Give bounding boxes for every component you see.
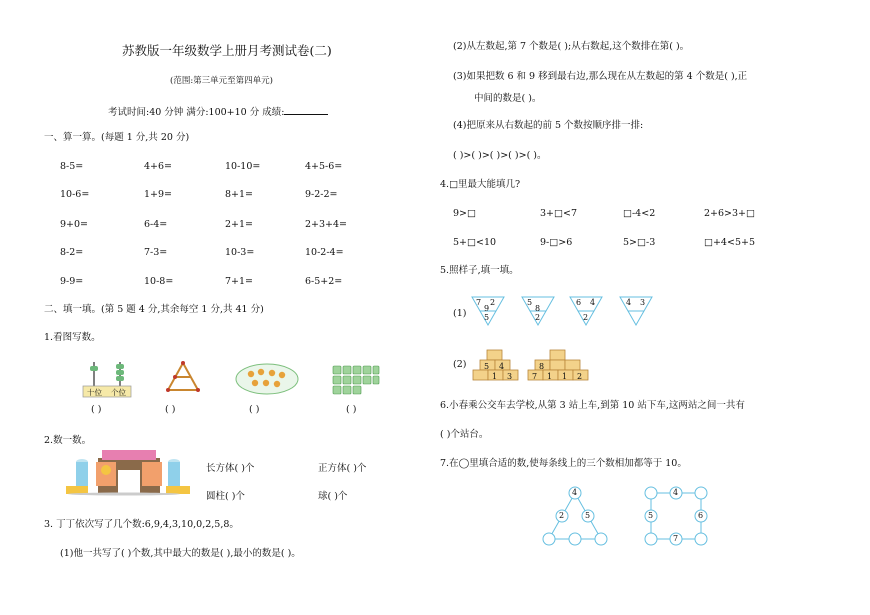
tri-number: 2 xyxy=(583,313,589,322)
q4-item: 5>□-3 xyxy=(623,237,656,248)
pyr-number: 5 xyxy=(484,362,490,371)
ducks-picture xyxy=(235,362,299,396)
calc-item: 9-2-2= xyxy=(305,189,338,200)
q1-blank-1[interactable]: ( ) xyxy=(91,404,102,415)
pyr-number: 2 xyxy=(577,372,583,381)
abacus-tens-label: 十位 xyxy=(87,388,102,397)
q4-item: 9>□ xyxy=(453,208,476,219)
section2-heading: 二、填一填。(第 5 题 4 分,其余每空 1 分,共 41 分) xyxy=(44,304,264,315)
q6-text2[interactable]: ( )个站台。 xyxy=(440,429,489,440)
q4-item: □+4<5+5 xyxy=(704,237,755,248)
calc-item: 1+9= xyxy=(144,189,173,200)
q3-sub4: (4)把原来从右数起的前 5 个数按顺序排一排: xyxy=(453,120,644,131)
q2-label: 2.数一数。 xyxy=(44,435,92,446)
tri-number: 8 xyxy=(535,304,541,313)
q3-sub3b: 中间的数是( )。 xyxy=(474,93,542,104)
blocks-picture xyxy=(66,448,192,496)
tri-number: 5 xyxy=(484,313,490,322)
calc-item: 7+1= xyxy=(225,276,254,287)
tri-number: 2 xyxy=(535,313,541,322)
calc-item: 8+1= xyxy=(225,189,254,200)
tri-number: 3 xyxy=(640,298,646,307)
q7-sq-bottom: 7 xyxy=(673,534,679,543)
q6-text: 6.小春乘公交车去学校,从第 3 站上车,到第 10 站下车,这两站之间一共有 xyxy=(440,400,745,411)
calc-item: 7-3= xyxy=(144,247,168,258)
calc-item: 6-4= xyxy=(144,219,168,230)
q4-item: 3+□<7 xyxy=(540,208,577,219)
pyr-number: 4 xyxy=(499,362,505,371)
tri-number: 2 xyxy=(490,298,496,307)
q5-part2: (2) xyxy=(453,359,467,370)
q4-item: 9-□>6 xyxy=(540,237,573,248)
pyr-number: 8 xyxy=(539,362,545,371)
q3-sub1: (1)他一共写了( )个数,其中最大的数是( ),最小的数是( )。 xyxy=(60,548,301,559)
q7-text: 7.在◯里填合适的数,使每条线上的三个数相加都等于 10。 xyxy=(440,458,687,469)
calc-item: 9-9= xyxy=(60,276,84,287)
scope-note: (范围:第三单元至第四单元) xyxy=(170,76,273,86)
q1-label: 1.看图写数。 xyxy=(44,332,101,343)
q2-sphere: 球( )个 xyxy=(318,491,348,502)
calc-item: 2+3+4= xyxy=(305,219,348,230)
tri-number: 9 xyxy=(484,304,490,313)
calc-item: 10-2-4= xyxy=(305,247,344,258)
tri-number: 5 xyxy=(527,298,533,307)
pyr-number: 1 xyxy=(547,372,553,381)
calc-item: 4+6= xyxy=(144,161,173,172)
calc-item: 8-2= xyxy=(60,247,84,258)
q7-tri-left: 2 xyxy=(559,511,565,520)
q2-cylinder: 圆柱( )个 xyxy=(206,491,245,502)
q1-blank-2[interactable]: ( ) xyxy=(165,404,176,415)
q1-blank-3[interactable]: ( ) xyxy=(249,404,260,415)
q7-sq-right: 6 xyxy=(698,511,704,520)
abacus-ones-label: 个位 xyxy=(111,388,126,397)
tri-number: 6 xyxy=(576,298,582,307)
calc-item: 6-5+2= xyxy=(305,276,343,287)
q4-item: 5+□<10 xyxy=(453,237,497,248)
q4-item: □-4<2 xyxy=(623,208,656,219)
q1-blank-4[interactable]: ( ) xyxy=(346,404,357,415)
calc-item: 9+0= xyxy=(60,219,89,230)
q3-order[interactable]: ( )>( )>( )>( )>( )。 xyxy=(453,150,547,161)
calc-item: 8-5= xyxy=(60,161,84,172)
calc-item: 10-8= xyxy=(144,276,174,287)
score-blank[interactable] xyxy=(284,106,328,115)
q3-label: 3. 丁丁依次写了几个数:6,9,4,3,10,0,2,5,8。 xyxy=(44,519,239,530)
q4-label: 4.□里最大能填几? xyxy=(440,179,521,190)
pyr-number: 1 xyxy=(562,372,568,381)
q7-tri-top: 4 xyxy=(572,488,578,497)
q2-cuboid: 长方体( )个 xyxy=(206,463,255,474)
calc-item: 2+1= xyxy=(225,219,254,230)
q2-cube: 正方体( )个 xyxy=(318,463,367,474)
matchstick-picture xyxy=(163,360,203,396)
q3-sub3a: (3)如果把数 6 和 9 移到最右边,那么现在从左数起的第 4 个数是( ),正 xyxy=(453,71,748,82)
calc-item: 10-3= xyxy=(225,247,255,258)
tri-number: 4 xyxy=(590,298,596,307)
calc-item: 10-6= xyxy=(60,189,90,200)
q5-part1: (1) xyxy=(453,308,467,319)
pyr-number: 7 xyxy=(532,372,538,381)
q7-sq-top: 4 xyxy=(673,488,679,497)
pyr-number: 3 xyxy=(507,372,513,381)
calc-item: 10-10= xyxy=(225,161,261,172)
q7-sq-left: 5 xyxy=(648,511,654,520)
pyr-number: 1 xyxy=(492,372,498,381)
q5-triangles xyxy=(470,295,660,327)
cups-picture xyxy=(332,365,380,395)
exam-info: 考试时间:40 分钟 满分:100+10 分 成绩: xyxy=(108,106,328,118)
tri-number: 7 xyxy=(476,298,482,307)
q3-sub2: (2)从左数起,第 7 个数是( );从右数起,这个数排在第( )。 xyxy=(453,41,690,52)
tri-number: 4 xyxy=(626,298,632,307)
q7-tri-right: 5 xyxy=(585,511,591,520)
calc-item: 4+5-6= xyxy=(305,161,343,172)
q5-label: 5.照样子,填一填。 xyxy=(440,265,519,276)
q4-item: 2+6>3+□ xyxy=(704,208,755,219)
section1-heading: 一、算一算。(每题 1 分,共 20 分) xyxy=(44,132,190,143)
page-title: 苏教版一年级数学上册月考测试卷(二) xyxy=(122,43,332,58)
